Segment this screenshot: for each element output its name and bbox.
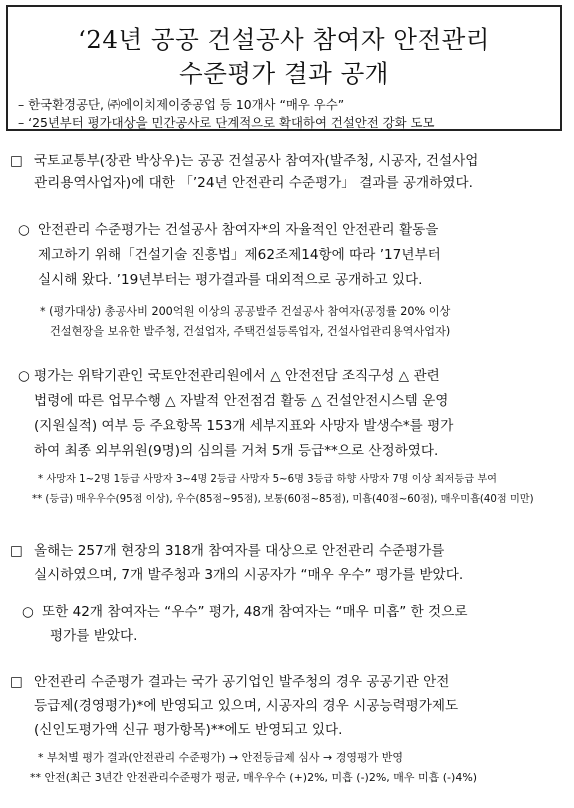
paragraph-line: 평가를 받았다. <box>50 628 138 644</box>
paragraph-5 <box>22 600 468 648</box>
paragraph-line: 하여 최종 외부위원(9명)의 심의를 거쳐 5개 등급**으로 산정하였다. <box>34 443 439 459</box>
square-bullet: □ <box>10 674 23 690</box>
footnote-line: * 사망자 1~2명 1등급 사망자 3~4명 2등급 사망자 5~6명 3등급 하향 사망자 7명 이상 최저등급 부여 <box>38 474 498 485</box>
paragraph-line: 평가는 위탁기관인 국토안전관리원에서 △ 안전전담 조직구성 △ 관련 <box>34 368 440 384</box>
footnote-line: ** 안전(최근 3년간 안전관리수준평가 평균, 매우우수 (+)2%, 미흡 (-)2%, 매우 미흡 (-)4%) <box>30 771 478 784</box>
footnote-block-1 <box>40 302 450 342</box>
paragraph-6 <box>10 670 459 742</box>
paragraph-1 <box>10 150 479 194</box>
paragraph-line: 안전관리 수준평가는 건설공사 참여자*의 자율적인 안전관리 활동을 <box>38 222 439 238</box>
paragraph-4 <box>10 539 464 587</box>
paragraph-line: 제고하기 위해「건설기술 진흥법」제62조제14항에 따라 ’17년부터 <box>38 247 441 263</box>
paragraph-line: 실시하였으며, 7개 발주청과 3개의 시공자가 “매우 우수” 평가를 받았다. <box>34 567 464 583</box>
paragraph-line: 실시해 왔다. ’19년부터는 평가결과를 대외적으로 공개하고 있다. <box>38 272 423 288</box>
paragraph-2 <box>18 218 441 293</box>
paragraph-line: 관리용역사업자)에 대한 「’24년 안전관리 수준평가」 결과를 공개하였다. <box>34 175 473 191</box>
circle-bullet: ○ <box>22 604 34 620</box>
paragraph-line: (지원실적) 여부 등 주요항목 153개 세부지표와 사망자 발생수*를 평가 <box>34 418 454 434</box>
footnote-line: * (평가대상) 총공사비 200억원 이상의 공공발주 건설공사 참여자(공정률 20% 이상 <box>40 305 451 318</box>
paragraph-line: 법령에 따른 업무수행 △ 자발적 안전점검 활동 △ 건설안전시스템 운영 <box>34 393 449 409</box>
footnote-line: * 부처별 평가 결과(안전관리 수준평가) → 안전등급제 심사 → 경영평가 반영 <box>38 751 404 764</box>
paragraph-line: 올해는 257개 현장의 318개 참여자를 대상으로 안전관리 수준평가를 <box>34 543 445 559</box>
footnote-line: ** (등급) 매우우수(95점 이상), 우수(85점~95점), 보통(60점~85점), 미흡(40점~60점), 매우미흡(40점 미만) <box>32 494 534 505</box>
subtitle-1: – 한국환경공단, ㈜에이치제이중공업 등 10개사 “매우 우수” <box>18 97 345 112</box>
title-line-1: ‘24년 공공 건설공사 참여자 안전관리 <box>78 25 490 54</box>
paragraph-line: 등급제(경영평가)*에 반영되고 있으며, 시공자의 경우 시공능력평가제도 <box>34 698 459 714</box>
paragraph-line: 안전관리 수준평가 결과는 국가 공기업인 발주청의 경우 공공기관 안전 <box>34 674 450 690</box>
square-bullet: □ <box>10 153 23 169</box>
title-line-2: 수준평가 결과 공개 <box>179 59 389 88</box>
footnote-line: 건설현장을 보유한 발주청, 건설업자, 주택건설등록업자, 건설사업관리용역사업자) <box>50 325 451 338</box>
subtitle-2: – ‘25년부터 평가대상을 민간공사로 단계적으로 확대하여 건설안전 강화 도모 <box>18 115 435 130</box>
footnote-block-2 <box>32 470 534 510</box>
paragraph-line: 국토교통부(장관 박상우)는 공공 건설공사 참여자(발주청, 시공자, 건설사업 <box>34 153 479 169</box>
circle-bullet: ○ <box>18 368 30 384</box>
paragraph-3 <box>18 364 454 464</box>
paragraph-line: 또한 42개 참여자는 “우수” 평가, 48개 참여자는 “매우 미흡” 한 것으로 <box>42 604 468 620</box>
square-bullet: □ <box>10 543 23 559</box>
footnote-block-3 <box>30 748 478 788</box>
title-box <box>6 5 562 131</box>
circle-bullet: ○ <box>18 222 30 238</box>
paragraph-line: (신인도평가액 신규 평가항목)**에도 반영되고 있다. <box>34 722 343 738</box>
